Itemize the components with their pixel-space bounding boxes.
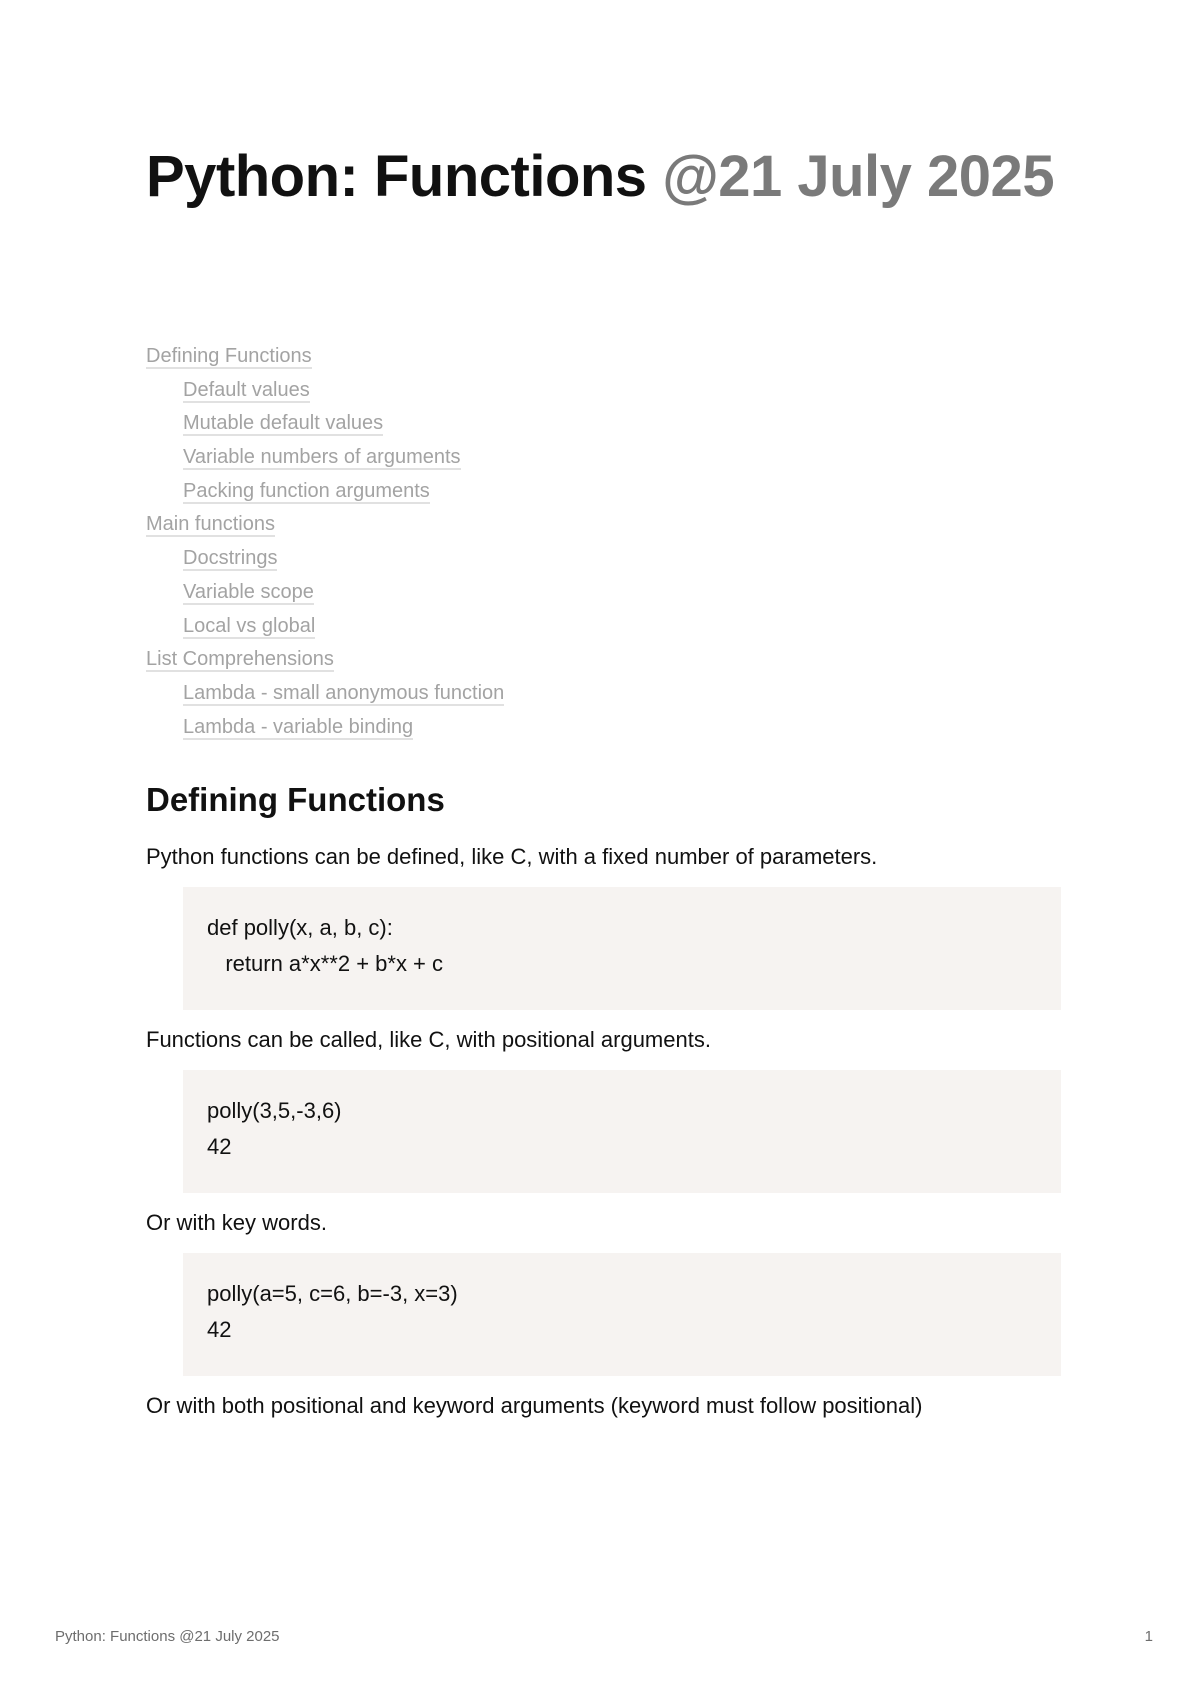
paragraph-define: Python functions can be defined, like C, with a fixed number of parameters. <box>146 844 878 869</box>
page-number: 1 <box>1144 1628 1153 1645</box>
toc-link[interactable]: Main functions <box>146 513 275 536</box>
code-line: def polly(x, a, b, c): <box>207 915 393 940</box>
toc-item-lambda-anonymous-function[interactable] <box>146 679 846 713</box>
toc-item-defining-functions[interactable] <box>146 342 846 376</box>
toc-item-variable-scope[interactable] <box>146 578 846 612</box>
section-heading: Defining Functions <box>146 781 445 818</box>
toc-item-variable-numbers-of-arguments[interactable] <box>146 443 846 477</box>
page-title-main: Python: Functions <box>146 144 647 209</box>
paragraph-positional: Functions can be called, like C, with positional arguments. <box>146 1027 711 1052</box>
code-block-keywords <box>183 1253 1061 1376</box>
code-line: 42 <box>207 1317 232 1342</box>
paragraph-mixed: Or with both positional and keyword arguments (keyword must follow positional) <box>146 1393 923 1418</box>
toc-item-packing-function-arguments[interactable] <box>146 477 846 511</box>
toc-item-list-comprehensions[interactable] <box>146 645 846 679</box>
code-block-positional <box>183 1070 1061 1193</box>
toc-item-default-values[interactable] <box>146 376 846 410</box>
code-line: polly(3,5,-3,6) <box>207 1098 342 1123</box>
page-title <box>146 140 1061 213</box>
toc-link[interactable]: Lambda - small anonymous function <box>183 681 505 704</box>
footer-title: Python: Functions @21 July 2025 <box>55 1628 280 1645</box>
table-of-contents <box>146 342 846 746</box>
paragraph-keywords: Or with key words. <box>146 1210 327 1235</box>
page-title-date: @21 July 2025 <box>662 144 1055 209</box>
code-line: polly(a=5, c=6, b=-3, x=3) <box>207 1281 458 1306</box>
toc-link[interactable]: Mutable default values <box>183 412 384 435</box>
toc-item-mutable-default-values[interactable] <box>146 409 846 443</box>
toc-link[interactable]: Local vs global <box>183 614 316 637</box>
toc-item-local-vs-global[interactable] <box>146 612 846 646</box>
toc-link[interactable]: Variable scope <box>183 580 314 603</box>
toc-link[interactable]: Variable numbers of arguments <box>183 446 461 469</box>
code-block-define <box>183 887 1061 1010</box>
code-line: return a*x**2 + b*x + c <box>207 951 444 976</box>
toc-item-lambda-variable-binding[interactable] <box>146 713 846 747</box>
toc-link[interactable]: Default values <box>183 378 310 401</box>
toc-link[interactable]: Lambda - variable binding <box>183 715 414 738</box>
toc-item-docstrings[interactable] <box>146 544 846 578</box>
toc-item-main-functions[interactable] <box>146 510 846 544</box>
toc-link[interactable]: Packing function arguments <box>183 479 430 502</box>
toc-link[interactable]: Defining Functions <box>146 345 312 367</box>
toc-link[interactable]: List Comprehensions <box>146 648 334 671</box>
code-line: 42 <box>207 1134 232 1159</box>
toc-link[interactable]: Docstrings <box>183 547 278 570</box>
